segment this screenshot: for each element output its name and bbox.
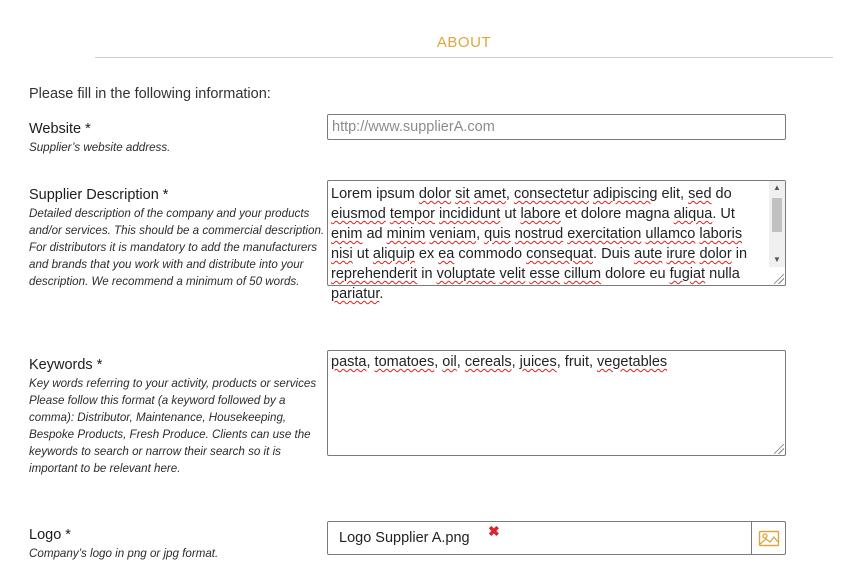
- scroll-thumb[interactable]: [772, 198, 782, 232]
- scroll-down-icon[interactable]: ▼: [773, 255, 781, 264]
- section-divider: [95, 57, 833, 58]
- description-label: Supplier Description *: [29, 187, 169, 203]
- keywords-textarea[interactable]: [327, 350, 786, 456]
- resize-grip-icon[interactable]: [774, 444, 784, 454]
- website-placeholder: http://www.supplierA.com: [332, 119, 495, 135]
- resize-grip-icon[interactable]: [774, 274, 784, 284]
- logo-file-name: Logo Supplier A.png: [339, 530, 470, 546]
- description-text: Lorem ipsum dolor sit amet, consectetur adipiscing elit, sed do eiusmod tempor incididunt ut labore et dolore magna aliqua. Ut enim ad minim veniam, quis nostrud exercitation ullamco laboris nisi ut aliquip ex ea commodo consequat. Duis aute irure dolor in reprehenderit in voluptate velit esse cillum dolore eu fugiat nulla pariatur.: [331, 186, 748, 302]
- description-scrollbar[interactable]: [769, 181, 785, 267]
- keywords-help: Key words referring to your activity, products or services Please follow this format (a keyword followed by a comma): Distributor, Maintenance, Housekeeping, Bespoke Products, Fresh Produce. Clients can use the keywords to search or narrow their search so it is important to be relevant here.: [29, 377, 317, 475]
- website-input[interactable]: [327, 114, 786, 140]
- scroll-up-icon[interactable]: ▲: [773, 183, 781, 192]
- logo-label: Logo *: [29, 527, 71, 543]
- close-icon[interactable]: ✖: [488, 523, 500, 539]
- keywords-label: Keywords *: [29, 357, 103, 373]
- website-label: Website *: [29, 121, 91, 137]
- logo-file-input[interactable]: [327, 521, 786, 555]
- description-help: Detailed description of the company and your products and/or services. This should be a commercial description. For distributors it is mandatory to add the manufacturers and brands that you work with and distribute into your description. We recommend a minimum of 50 words.: [29, 207, 325, 288]
- image-upload-icon: [758, 529, 780, 547]
- form-intro: Please fill in the following information:: [29, 86, 271, 102]
- keywords-text: pasta, tomatoes, oil, cereals, juices, fruit, vegetables: [331, 354, 668, 370]
- image-upload-button[interactable]: [751, 522, 785, 554]
- logo-help: Company’s logo in png or jpg format.: [29, 547, 219, 560]
- section-title: ABOUT: [436, 34, 492, 51]
- description-textarea[interactable]: [327, 180, 786, 302]
- website-help: Supplier’s website address.: [29, 141, 171, 154]
